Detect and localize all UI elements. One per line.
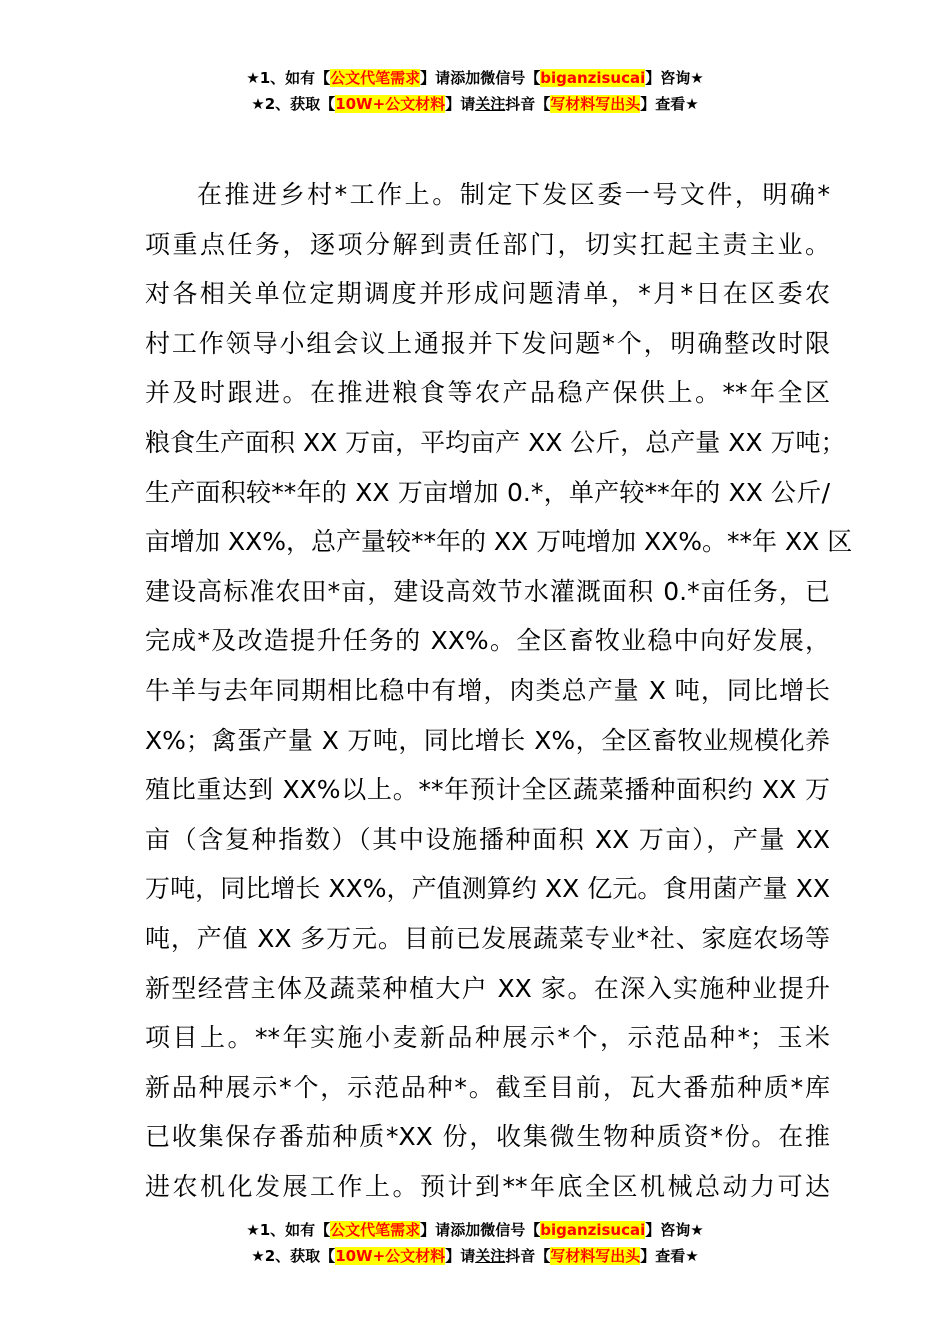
paragraph-line: 粮食生产面积 XX 万亩，平均亩产 XX 公斤，总产量 XX 万吨； <box>145 427 846 457</box>
banner-line-2 <box>0 1243 950 1269</box>
paragraph-line: 新型经营主体及蔬菜种植大户 XX 家。在深入实施种业提升 <box>145 973 830 1003</box>
banner-line-1 <box>0 65 950 91</box>
banner-line-2-mid: 】请 <box>445 1247 476 1265</box>
banner-line-1-highlight-service: 公文代笔需求 <box>330 69 421 87</box>
banner-line-1 <box>0 1217 950 1243</box>
banner-line-2-suffix: 】查看★ <box>640 95 699 113</box>
paragraph-line: 在推进乡村*工作上。制定下发区委一号文件，明确* <box>197 180 830 209</box>
banner-line-2 <box>0 91 950 117</box>
paragraph-line: 建设高标准农田*亩，建设高效节水灌溉面积 0.*亩任务，已 <box>145 576 830 606</box>
paragraph-line: 村工作领导小组会议上通报并下发问题*个，明确整改时限 <box>145 328 830 358</box>
paragraph-line: 新品种展示*个，示范品种*。截至目前，瓦大番茄种质*库 <box>145 1072 830 1102</box>
banner-line-2-mid: 】请 <box>445 95 476 113</box>
banner-line-2-prefix: ★2、获取【 <box>251 95 336 113</box>
banner-line-2-prefix: ★2、获取【 <box>251 1247 336 1265</box>
paragraph-line: 生产面积较**年的 XX 万亩增加 0.*，单产较**年的 XX 公斤/ <box>145 477 830 507</box>
banner-line-1-mid: 】请 <box>420 69 451 87</box>
banner-line-2-highlight-materials: 10W+公文材料 <box>335 95 446 113</box>
paragraph-line: 项重点任务，逐项分解到责任部门，切实扛起主责主业。 <box>145 229 830 259</box>
banner-line-1-highlight-wechat: biganzisucai <box>540 69 646 87</box>
paragraph-line: 已收集保存番茄种质*XX 份，收集微生物种质资*份。在推 <box>145 1122 830 1152</box>
paragraph-line: 万吨，同比增长 XX%，产值测算约 XX 亿元。食用菌产量 XX <box>145 874 830 904</box>
banner-line-2-highlight-materials: 10W+公文材料 <box>335 1247 446 1265</box>
banner-line-1-prefix: ★1、如有【 <box>246 1221 331 1239</box>
banner-line-2-emphasis: 关注 <box>475 1247 506 1265</box>
body-paragraph <box>145 170 853 1211</box>
banner-line-1-suffix: 】咨询★ <box>645 69 704 87</box>
paragraph-line: X%；禽蛋产量 X 万吨，同比增长 X%，全区畜牧业规模化养 <box>145 725 830 755</box>
banner-line-2-mid-2: 抖音【 <box>505 95 551 113</box>
banner-line-1-prefix: ★1、如有【 <box>246 69 331 87</box>
banner-line-1-mid-2: 微信号【 <box>480 1221 541 1239</box>
paragraph-line: 进农机化发展工作上。预计到**年底全区机械总动力可达 <box>145 1171 830 1201</box>
paragraph-line: 亩（含复种指数）（其中设施播种面积 XX 万亩），产量 XX <box>145 824 830 854</box>
banner-line-1-highlight-service: 公文代笔需求 <box>330 1221 421 1239</box>
top-promo-banner <box>0 65 950 117</box>
paragraph-line: 吨，产值 XX 多万元。目前已发展蔬菜专业*社、家庭农场等 <box>145 923 830 953</box>
banner-line-1-highlight-wechat: biganzisucai <box>540 1221 646 1239</box>
paragraph-line: 亩增加 XX%，总产量较**年的 XX 万吨增加 XX%。**年 XX 区 <box>145 527 853 557</box>
banner-line-2-highlight-account: 写材料写出头 <box>550 95 641 113</box>
bottom-promo-banner <box>0 1217 950 1269</box>
paragraph-line: 并及时跟进。在推进粮食等农产品稳产保供上。**年全区 <box>145 378 830 408</box>
banner-line-1-emphasis: 添加 <box>450 1221 481 1239</box>
paragraph-line: 牛羊与去年同期相比稳中有增，肉类总产量 X 吨，同比增长 <box>145 675 830 705</box>
banner-line-2-emphasis: 关注 <box>475 95 506 113</box>
banner-line-2-highlight-account: 写材料写出头 <box>550 1247 641 1265</box>
banner-line-1-emphasis: 添加 <box>450 69 481 87</box>
banner-line-1-mid-2: 微信号【 <box>480 69 541 87</box>
paragraph-line: 项目上。**年实施小麦新品种展示*个，示范品种*；玉米 <box>145 1023 830 1053</box>
banner-line-2-suffix: 】查看★ <box>640 1247 699 1265</box>
paragraph-line: 对各相关单位定期调度并形成问题清单，*月*日在区委农 <box>145 279 830 309</box>
banner-line-1-mid: 】请 <box>420 1221 451 1239</box>
paragraph-line: 殖比重达到 XX%以上。**年预计全区蔬菜播种面积约 XX 万 <box>145 775 830 805</box>
banner-line-1-suffix: 】咨询★ <box>645 1221 704 1239</box>
paragraph-line: 完成*及改造提升任务的 XX%。全区畜牧业稳中向好发展， <box>145 626 830 656</box>
banner-line-2-mid-2: 抖音【 <box>505 1247 551 1265</box>
